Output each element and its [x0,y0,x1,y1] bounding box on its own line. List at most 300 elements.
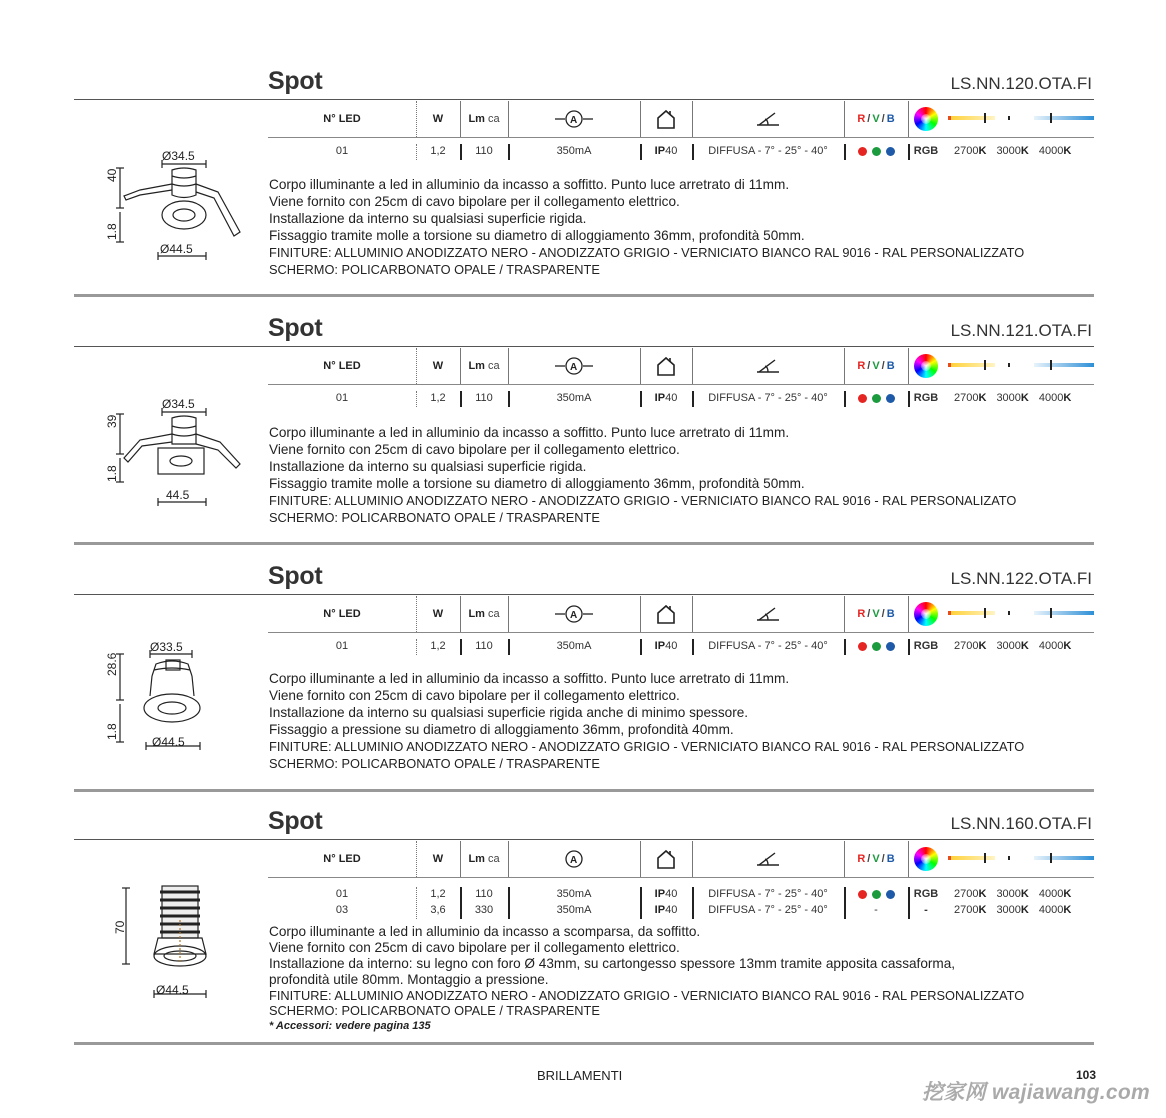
color-temp-value: 3000 [996,640,1021,652]
color-temp-value: 2700 [954,145,979,157]
dimension-label: 44.5 [165,983,189,997]
cool-temperature-bar [1034,856,1094,860]
footer-label: BRILLAMENTI [537,1068,623,1083]
column-separator [416,887,417,919]
temperature-tick [1008,856,1010,860]
header-lumen-label: Lm [468,360,485,372]
column-separator [844,841,845,877]
dimension-label: Ø [152,735,162,749]
value-rgb-dots [844,143,908,159]
product-code: LS.NN.120.OTA.FI [950,74,1092,93]
color-temp-value: 4000 [1038,904,1064,916]
header-n-led: N° LED [323,608,361,620]
indoor-house-icon [640,596,692,632]
rgb-color-wheel-icon [914,354,938,378]
color-temp-value: 4000 [1038,888,1064,900]
value-ip-rating [640,886,692,902]
section-separator [74,294,1094,297]
spec-table-values [268,886,1094,920]
dimension-label: Ø [162,397,172,411]
value-n-led: 01 [335,392,349,404]
color-temp [996,640,1028,652]
value-lumen: 110 [475,640,493,652]
description-line: Corpo illuminante a led in alluminio da incasso a scomparsa, da soffitto. [269,924,701,939]
color-temp [996,888,1028,900]
red-dot-icon [858,147,867,156]
column-separator [508,101,509,137]
column-separator [692,348,693,384]
column-separator [908,348,909,384]
ampere-symbol-icon [508,348,640,384]
column-separator [908,841,909,877]
value-watt: 1,2 [430,392,446,404]
divider-line [268,594,1094,595]
column-separator [640,348,641,384]
screen-line: SCHERMO: POLICARBONATO OPALE / TRASPARENTE [269,756,600,771]
description-line: Viene fornito con 25cm di cavo bipolare per il collegamento elettrico. [269,688,680,703]
spec-table-header [268,596,1094,632]
column-separator [640,144,642,160]
description-line: Installazione da interno: su legno con foro Ø 43mm, su cartongesso spessore 13mm tramite apposita cassaforma, [269,956,956,971]
color-temp-unit: K [1020,640,1029,652]
description-line: Viene fornito con 25cm di cavo bipolare per il collegamento elettrico. [269,194,680,209]
description-line: profondità utile 80mm. Montaggio a pressione. [269,972,549,987]
value-rgb-dots [844,886,908,902]
dimension-label: Ø [156,983,166,997]
value-watt: 1,2 [430,888,446,900]
dimension-label: 39 [105,414,119,428]
value-rgb: - [924,904,928,916]
svg-text:A: A [570,855,578,866]
color-temp-unit: K [1020,904,1029,916]
color-temp-value: 3000 [996,392,1021,404]
svg-text:A: A [570,115,578,126]
column-separator [460,144,462,160]
description-line: Installazione da interno su qualsiasi superficie rigida anche di minimo spessore. [269,705,749,720]
product-code: LS.NN.121.OTA.FI [950,321,1092,340]
header-lumen [460,841,508,877]
dimension-label: 44.5 [169,242,193,256]
description-line: Installazione da interno su qualsiasi superficie rigida. [269,459,587,474]
column-separator [508,391,510,407]
color-temp [954,888,986,900]
ip-prefix: IP [654,392,666,404]
header-underline [268,632,1094,633]
finishes-line: FINITURE: ALLUMINIO ANODIZZATO NERO - ANODIZZATO GRIGIO - VERNICIATO BIANCO RAL 9016 - RAL PERSONALIZZATO [269,739,1025,754]
product-description [269,424,1099,526]
value-ip-rating [640,390,692,406]
description-line: Corpo illuminante a led in alluminio da incasso a soffitto. Punto luce arretrato di 11mm. [269,177,790,192]
dimension-label: 44.5 [166,488,190,502]
value-n-led: 01 [335,888,349,900]
column-separator [844,596,845,632]
color-temp [1039,145,1071,157]
column-separator [460,639,462,655]
value-watt: 1,2 [430,640,446,652]
blue-dot-icon [886,642,895,651]
spec-table-values [268,638,1094,656]
column-separator [416,101,417,137]
header-lumen-unit: ca [487,853,500,865]
column-separator [460,348,461,384]
screen-line: SCHERMO: POLICARBONATO OPALE / TRASPARENTE [269,1003,600,1018]
beam-angle-icon [692,596,844,632]
column-separator [640,101,641,137]
divider-line [268,99,1094,100]
value-lumen: 110 [475,888,493,900]
header-rgb-letter: / [881,113,885,125]
header-rgb-letter: V [872,608,880,620]
dimension-label: Ø [150,640,160,654]
dimension-label: Ø [160,242,170,256]
header-rgb-letter: / [867,360,871,372]
header-rgb-letter: R [857,360,866,372]
beam-angle-icon [692,348,844,384]
section-separator [74,789,1094,792]
ip-number: 40 [665,888,678,900]
divider-line [268,346,1094,347]
product-code: LS.NN.122.OTA.FI [950,569,1092,588]
divider-line [268,839,1094,840]
color-temp-value: 2700 [954,888,979,900]
green-dot-icon [872,642,881,651]
beam-angle-icon [692,841,844,877]
description-line: Viene fornito con 25cm di cavo bipolare per il collegamento elettrico. [269,442,680,457]
column-separator [692,101,693,137]
beam-angle-icon [692,101,844,137]
dimension-label: 28.6 [105,652,119,676]
red-dot-icon [858,642,867,651]
temperature-tick [984,360,986,370]
column-separator [508,348,509,384]
ip-number: 40 [665,904,678,916]
value-watt: 3,6 [430,904,446,916]
svg-text:Ø34.5 [162,397,195,411]
product-description [269,924,1099,1035]
header-rgb-letter: B [886,608,895,620]
color-temp [954,904,986,916]
dimension-label: 1.8 [105,723,119,740]
section-title: Spot [268,807,323,835]
svg-text:Ø44.5 [160,242,193,256]
temperature-tick [1050,853,1052,863]
column-separator [416,639,417,655]
header-rgb-letter: B [886,853,895,865]
value-beam: DIFFUSA - 7° - 25° - 40° [708,904,828,916]
svg-text:A: A [570,362,578,373]
value-rgb-dots [844,390,908,406]
technical-drawing-1 [100,140,260,265]
header-rgb-letter: R [857,113,866,125]
color-temp-value: 4000 [1038,640,1064,652]
header-rgb [844,596,908,632]
technical-drawing-3 [100,636,260,761]
value-lumen: 110 [475,392,493,404]
watermark: 挖家网 wajiawang.com [922,1081,1150,1104]
column-separator [908,101,909,137]
color-temp [1039,904,1071,916]
value-n-led: 01 [335,640,349,652]
color-temp-unit: K [978,392,987,404]
dimension-label: 33.5 [159,640,183,654]
header-rgb-letter: / [867,113,871,125]
header-lumen-label: Lm [468,853,485,865]
dimension-label: 34.5 [171,397,195,411]
header-rgb-letter: B [886,360,895,372]
ip-number: 40 [665,640,678,652]
value-ip-rating [640,902,692,918]
cool-temperature-bar [1034,116,1094,120]
header-rgb [844,348,908,384]
header-rgb-letter: V [872,360,880,372]
column-separator [416,841,417,877]
section-title: Spot [268,67,323,95]
header-rgb [844,101,908,137]
color-temp-unit: K [1020,888,1029,900]
temperature-tick [1008,116,1010,120]
value-current: 350mA [556,392,592,404]
blue-dot-icon [886,394,895,403]
technical-drawing-2 [100,388,260,513]
column-separator [692,144,694,160]
dimension-label: 44.5 [161,735,185,749]
value-beam: DIFFUSA - 7° - 25° - 40° [708,392,828,404]
color-temp-value: 3000 [996,888,1021,900]
finishes-line: FINITURE: ALLUMINIO ANODIZZATO NERO - ANODIZZATO GRIGIO - VERNICIATO BIANCO RAL 9016 - RAL PERSONALIZATO [269,493,1017,508]
header-lumen [460,348,508,384]
value-rgb: RGB [913,640,939,652]
description-line: Viene fornito con 25cm di cavo bipolare per il collegamento elettrico. [269,940,680,955]
divider-line [74,594,268,595]
accessories-note: * Accessori: vedere pagina 135 [269,1020,431,1032]
indoor-house-icon [640,101,692,137]
value-current: 350mA [556,904,592,916]
column-separator [640,391,642,407]
section-separator [74,1042,1094,1045]
color-temp-value: 4000 [1038,392,1064,404]
header-n-led: N° LED [323,113,361,125]
column-separator [908,596,909,632]
header-lumen-label: Lm [468,608,485,620]
column-separator [640,841,641,877]
header-rgb-letter: R [857,608,866,620]
column-separator [508,639,510,655]
header-rgb-letter: / [867,853,871,865]
product-description [269,176,1099,278]
divider-line [74,99,268,100]
color-temp-value: 3000 [996,904,1021,916]
color-temp [996,904,1028,916]
column-separator [416,391,417,407]
header-rgb-letter: B [886,113,895,125]
color-temp-value: 2700 [954,640,979,652]
column-separator [908,391,910,407]
column-separator [460,887,462,919]
column-separator [844,101,845,137]
header-lumen-unit: ca [487,360,500,372]
value-ip-rating [640,143,692,159]
finishes-line: FINITURE: ALLUMINIO ANODIZZATO NERO - ANODIZZATO GRIGIO - VERNICIATO BIANCO RAL 9016 - RAL PERSONALIZZATO [269,245,1025,260]
svg-text:Ø44.5 [152,735,185,749]
column-separator [460,596,461,632]
value-rgb: RGB [913,145,939,157]
header-n-led: N° LED [323,360,361,372]
svg-text:Ø33.5 [150,640,183,654]
color-temp-unit: K [978,904,987,916]
header-n-led: N° LED [323,853,361,865]
warm-temperature-bar [948,611,995,615]
column-separator [640,639,642,655]
column-separator [508,887,510,919]
color-temp-unit: K [978,640,987,652]
dimension-label: Ø [162,149,172,163]
column-separator [508,596,509,632]
header-watt: W [432,853,444,865]
temperature-tick [1008,363,1010,367]
warm-temperature-bar [948,116,995,120]
value-color-temps [944,886,1104,902]
header-underline [268,384,1094,385]
color-temp-unit: K [1063,904,1072,916]
value-current: 350mA [556,640,592,652]
technical-drawing-4 [100,880,260,1005]
header-lumen [460,101,508,137]
blue-dot-icon [886,890,895,899]
temperature-tick [984,608,986,618]
ip-prefix: IP [654,888,666,900]
column-separator [844,887,846,919]
value-lumen: 330 [474,904,494,916]
header-rgb-letter: R [857,853,866,865]
column-separator [416,348,417,384]
page-number: 103 [1075,1068,1096,1082]
value-color-temps [944,638,1104,654]
column-separator [692,887,694,919]
ampere-symbol-icon [508,596,640,632]
screen-line: SCHERMO: POLICARBONATO OPALE / TRASPARENTE [269,262,600,277]
header-lumen-label: Lm [468,113,485,125]
header-watt: W [432,608,444,620]
color-temp [996,145,1028,157]
value-ip-rating [640,638,692,654]
dimension-label: 34.5 [171,149,195,163]
spec-table-header [268,101,1094,137]
warm-temperature-bar [948,856,995,860]
section-separator [74,542,1094,545]
column-separator [416,144,417,160]
column-separator [844,391,846,407]
value-current: 350mA [556,145,592,157]
color-temp-unit: K [1020,145,1029,157]
spec-table-values [268,143,1094,161]
spec-table-header [268,348,1094,384]
ip-prefix: IP [654,145,666,157]
value-n-led: 03 [335,904,349,916]
indoor-house-icon [640,348,692,384]
dimension-label: 70 [113,920,127,934]
header-watt: W [432,360,444,372]
column-separator [692,596,693,632]
color-temp-value: 2700 [954,904,979,916]
temperature-tick [984,113,986,123]
green-dot-icon [872,890,881,899]
svg-text:A: A [570,610,578,621]
color-temp-unit: K [978,145,987,157]
cool-temperature-bar [1034,363,1094,367]
color-temp-value: 2700 [954,392,979,404]
header-lumen [460,596,508,632]
color-temp-unit: K [1063,888,1072,900]
dimension-label: 40 [105,168,119,182]
color-temp-unit: K [1063,145,1072,157]
color-temp-unit: K [1063,640,1072,652]
spec-table-values [268,390,1094,408]
value-lumen: 110 [475,145,493,157]
color-temp-unit: K [1063,392,1072,404]
value-beam: DIFFUSA - 7° - 25° - 40° [708,640,828,652]
ampere-symbol-icon [508,841,640,877]
svg-text:Ø34.5 [162,149,195,163]
column-separator [508,841,509,877]
color-temp [1039,392,1071,404]
value-watt: 1,2 [430,145,446,157]
column-separator [844,144,846,160]
color-temp [954,392,986,404]
header-lumen-unit: ca [487,608,500,620]
color-temp-value: 3000 [996,145,1021,157]
section-title: Spot [268,562,323,590]
header-rgb-letter: / [881,608,885,620]
color-temp-value: 4000 [1038,145,1064,157]
value-beam: DIFFUSA - 7° - 25° - 40° [708,888,828,900]
red-dot-icon [858,890,867,899]
color-temp-unit: K [978,888,987,900]
red-dot-icon [858,394,867,403]
value-color-temps [944,143,1104,159]
value-beam: DIFFUSA - 7° - 25° - 40° [708,145,828,157]
svg-text:Ø44.5 [156,983,189,997]
column-separator [908,887,910,919]
header-rgb-letter: V [872,853,880,865]
description-line: Fissaggio a pressione su diametro di alloggiamento 36mm, profondità 40mm. [269,722,734,737]
temperature-tick [1050,113,1052,123]
color-temp [954,145,986,157]
header-rgb [844,841,908,877]
column-separator [692,841,693,877]
color-temp [1039,640,1071,652]
value-current: 350mA [556,888,592,900]
value-color-temps [944,902,1104,918]
header-underline [268,137,1094,138]
description-line: Installazione da interno su qualsiasi superficie rigida. [269,211,587,226]
section-title: Spot [268,314,323,342]
column-separator [460,841,461,877]
column-separator [844,348,845,384]
value-rgb: RGB [913,392,939,404]
temperature-tick [1050,360,1052,370]
header-rgb-letter: / [867,608,871,620]
description-line: Fissaggio tramite molle a torsione su diametro di alloggiamento 36mm, profondità 50mm. [269,476,805,491]
value-n-led: 01 [335,145,349,157]
blue-dot-icon [886,147,895,156]
header-watt: W [432,113,444,125]
rgb-color-wheel-icon [914,602,938,626]
finishes-line: FINITURE: ALLUMINIO ANODIZZATO NERO - ANODIZZATO GRIGIO - VERNICIATO BIANCO RAL 9016 - RAL PERSONALIZZATO [269,988,1025,1003]
column-separator [692,391,694,407]
description-line: Fissaggio tramite molle a torsione su diametro di alloggiamento 36mm, profondità 50mm. [269,228,805,243]
screen-line: SCHERMO: POLICARBONATO OPALE / TRASPARENTE [269,510,600,525]
header-rgb-letter: / [881,853,885,865]
